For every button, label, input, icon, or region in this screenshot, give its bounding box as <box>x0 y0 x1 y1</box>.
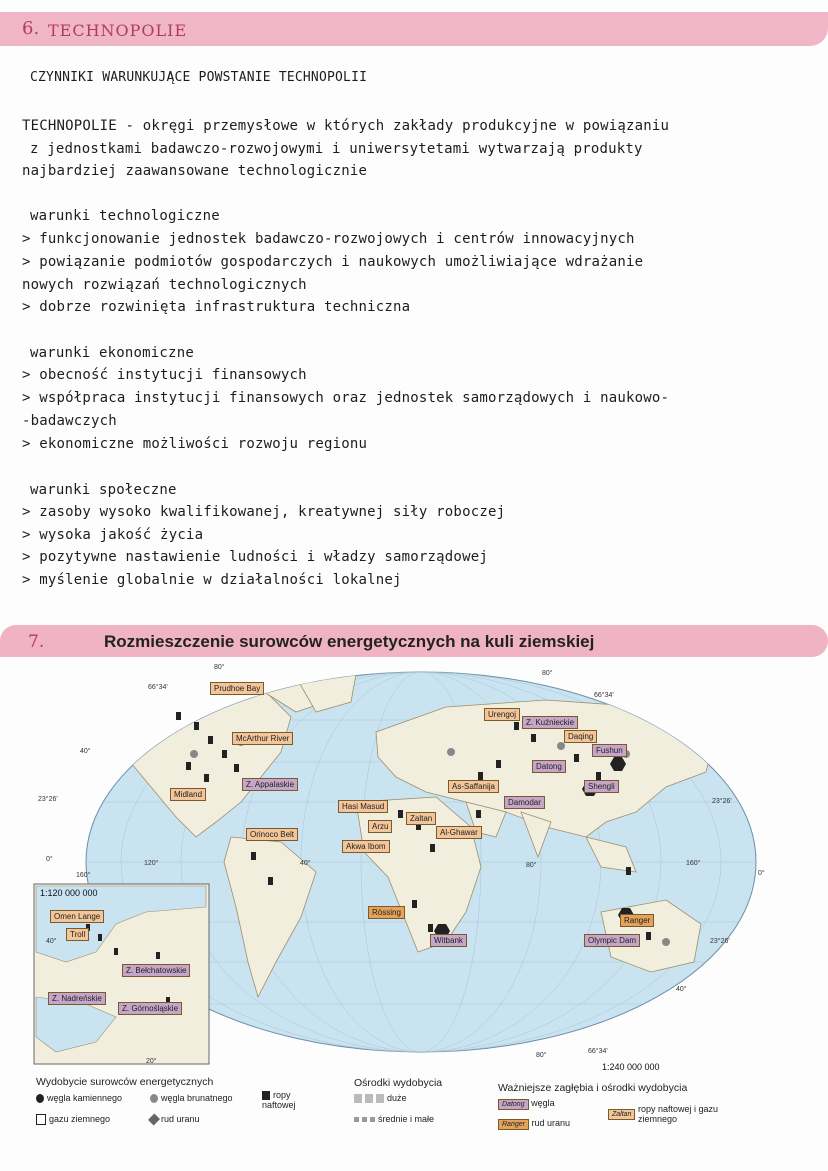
map-label-coal: Fushun <box>592 744 627 757</box>
coord-label: 0° <box>46 856 53 863</box>
legend-uranium: rud uranu <box>150 1114 200 1124</box>
legend-large: duże <box>354 1093 407 1103</box>
coord-label: 160° <box>76 872 91 879</box>
social-item: > wysoka jakość życia <box>22 527 204 543</box>
econ-item: > współpraca instytucji finansowych oraz jednostek samorządowych i naukowo- <box>22 390 670 406</box>
legend-oil: ropy naftowej <box>262 1090 296 1111</box>
section-7-number: 7. <box>28 632 45 652</box>
legend-title: Wydobycie surowców energetycznych <box>36 1076 214 1088</box>
legend-centers-title: Ośrodki wydobycia <box>354 1077 443 1089</box>
econ-item: > ekonomiczne możliwości rozwoju regionu <box>22 436 368 452</box>
diamond-icon <box>148 1114 160 1126</box>
legend-basins-coal: Datong węgla <box>498 1098 555 1108</box>
map-label-oil: Zaltan <box>406 812 436 825</box>
tech-item: > funkcjonowanie jednostek badawczo-rozwojowych i centrów innowacyjnych <box>22 231 635 247</box>
map-label-oil: Akwa Ibom <box>342 840 390 853</box>
coord-label: 80° <box>536 1052 547 1059</box>
map-label-coal: Z. Kuźnieckie <box>522 716 578 729</box>
gas-icon <box>36 1114 46 1125</box>
map-label-oil: Troll <box>66 928 89 941</box>
coord-label: 80° <box>214 664 225 671</box>
coord-label: 40° <box>676 986 687 993</box>
map-label-coal: Datong <box>532 760 566 773</box>
map-label-oil: As-Saffanija <box>448 780 499 793</box>
large-center-icon <box>376 1094 384 1103</box>
tech-item: > dobrze rozwinięta infrastruktura techniczna <box>22 299 411 315</box>
legend-gas: gazu ziemnego <box>36 1114 110 1125</box>
map-label-oil: Hasi Masud <box>338 800 388 813</box>
map-label-coal: Shengli <box>584 780 619 793</box>
social-title: warunki społeczne <box>30 482 177 498</box>
legend-coal-brown: węgla brunatnego <box>150 1093 233 1103</box>
econ-item: -badawczych <box>22 413 117 429</box>
social-item: > myślenie globalnie w działalności lokalnej <box>22 572 402 588</box>
map-label-oil: Prudhoe Bay <box>210 682 264 695</box>
map-label-oil: Daqing <box>564 730 597 743</box>
map-label-oil: Arzu <box>368 820 392 833</box>
map-label-coal: Damodar <box>504 796 545 809</box>
map-label-uranium: Rössing <box>368 906 405 919</box>
legend-basins-oil: Zaltan ropy naftowej i gazu ziemnego <box>608 1104 728 1124</box>
small-center-icon <box>362 1117 367 1122</box>
social-item: > zasoby wysoko kwalifikowanej, kreatywnej siły roboczej <box>22 504 506 520</box>
large-center-icon <box>354 1094 362 1103</box>
map-label-coal: Olympic Dam <box>584 934 640 947</box>
coord-label: 66°34' <box>588 1048 608 1055</box>
coord-label: 160° <box>686 860 701 867</box>
legend-medium: średnie i małe <box>354 1114 434 1124</box>
tech-item: nowych rozwiązań technologicznych <box>22 277 307 293</box>
coord-label: 80° <box>526 862 537 869</box>
tech-title: warunki technologiczne <box>30 208 220 224</box>
coord-label: 20° <box>146 1058 157 1065</box>
map-label-oil: Midland <box>170 788 206 801</box>
oil-icon <box>262 1091 270 1100</box>
map-label-oil: Omen Lange <box>50 910 104 923</box>
map-label-coal: Z. Nadreńskie <box>48 992 106 1005</box>
coord-label: 80° <box>542 670 553 677</box>
map-title: Rozmieszczenie surowców energetycznych na kuli ziemskiej <box>104 632 595 651</box>
legend-basins-uranium: Ranger rud uranu <box>498 1118 570 1128</box>
map-label-coal: Witbank <box>430 934 467 947</box>
coord-label: 0° <box>758 870 765 877</box>
coord-label: 40° <box>46 938 57 945</box>
econ-item: > obecność instytucji finansowych <box>22 367 307 383</box>
hexagon-icon <box>36 1094 44 1103</box>
map-label-oil: Al-Ghawar <box>436 826 482 839</box>
map-label-coal: Z. Górnośląskie <box>118 1002 182 1015</box>
inset-scale: 1:120 000 000 <box>40 888 98 898</box>
coord-label: 66°34' <box>594 692 614 699</box>
map-label-oil: Urengoj <box>484 708 520 721</box>
circle-icon <box>150 1094 158 1103</box>
definition-line: TECHNOPOLIE - okręgi przemysłowe w których zakłady produkcyjne w powiązaniu <box>22 118 670 134</box>
map-label-uranium: Ranger <box>620 914 654 927</box>
coord-label: 23°26' <box>38 796 58 803</box>
map-label-coal: Z. Appalaskie <box>242 778 298 791</box>
map-label-coal: Z. Bełchatowskie <box>122 964 190 977</box>
tech-item: > powiązanie podmiotów gospodarczych i naukowych umożliwiające wdrażanie <box>22 254 644 270</box>
coord-label: 66°34' <box>148 684 168 691</box>
notes-heading: CZYNNIKI WARUNKUJĄCE POWSTANIE TECHNOPOLII <box>30 70 368 85</box>
section-6-title: TECHNOPOLIE <box>48 21 188 40</box>
definition-line: z jednostkami badawczo-rozwojowymi i uniwersytetami wytwarzają produkty <box>30 141 643 157</box>
legend-coal-hard: węgla kamiennego <box>36 1093 122 1103</box>
coord-label: 40° <box>300 860 311 867</box>
large-center-icon <box>365 1094 373 1103</box>
world-map <box>26 662 806 1072</box>
social-item: > pozytywne nastawienie ludności i władzy samorządowej <box>22 549 488 565</box>
small-center-icon <box>370 1117 375 1122</box>
coord-label: 120° <box>144 860 159 867</box>
legend-basins-title: Ważniejsze zagłębia i ośrodki wydobycia <box>498 1082 688 1094</box>
coord-label: 23°26' <box>712 798 732 805</box>
small-center-icon <box>354 1117 359 1122</box>
coord-label: 40° <box>80 748 91 755</box>
coord-label: 23°26' <box>710 938 730 945</box>
map-label-oil: Orinoco Belt <box>246 828 298 841</box>
map-label-oil: McArthur River <box>232 732 293 745</box>
section-6-number: 6. <box>22 18 40 39</box>
econ-title: warunki ekonomiczne <box>30 345 194 361</box>
world-scale: 1:240 000 000 <box>602 1062 660 1072</box>
definition-line: najbardziej zaawansowane technologicznie <box>22 163 368 179</box>
